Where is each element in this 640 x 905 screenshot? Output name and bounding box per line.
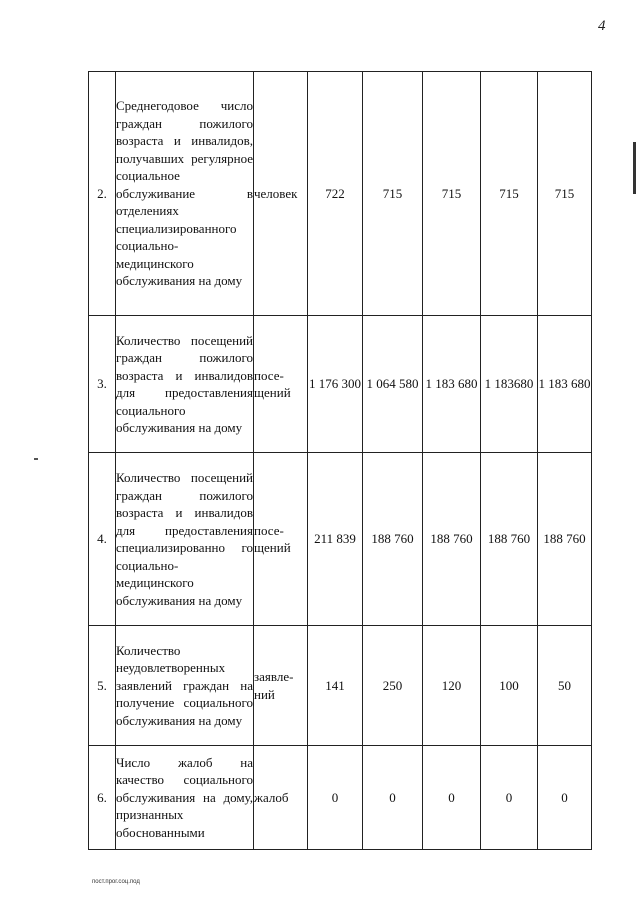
page-number: 4: [598, 18, 606, 34]
row-unit: заявлений: [254, 626, 308, 746]
row-description: Количество посещений граждан пожилого возраста и инвалидов для предоставления специализированно го социально-медицинского обслуживания на дому: [116, 453, 254, 626]
row-description: Количество неудовлетворенных заявлений граждан на получение социального обслуживания на дому: [116, 626, 254, 746]
row-unit: человек: [254, 72, 308, 316]
table-row: [89, 72, 592, 316]
table-row: [89, 746, 592, 850]
row-number: 6.: [89, 746, 116, 850]
row-value: 1 183 680: [538, 316, 592, 453]
row-description: Количество посещений граждан пожилого возраста и инвалидов для предоставления социального обслуживания на дому: [116, 316, 254, 453]
scan-speck: [34, 458, 38, 460]
row-value: 250: [363, 626, 423, 746]
row-value: 715: [423, 72, 481, 316]
row-description: Число жалоб на качество социального обслуживания на дому, признанных обоснованными: [116, 746, 254, 850]
footer-file-path: пост.прог.соц.под: [92, 879, 140, 885]
row-unit: посещений: [254, 316, 308, 453]
row-value: 50: [538, 626, 592, 746]
row-value: 188 760: [538, 453, 592, 626]
row-number: 4.: [89, 453, 116, 626]
row-value: 715: [363, 72, 423, 316]
row-value: 120: [423, 626, 481, 746]
row-value: 1 064 580: [363, 316, 423, 453]
row-value: 188 760: [423, 453, 481, 626]
indicators-table: [88, 71, 592, 850]
scan-edge-mark: [633, 142, 636, 194]
row-value: 722: [308, 72, 363, 316]
row-value: 100: [481, 626, 538, 746]
table-row: [89, 453, 592, 626]
row-unit: жалоб: [254, 746, 308, 850]
row-unit: посещений: [254, 453, 308, 626]
row-value: 0: [363, 746, 423, 850]
row-description: Среднегодовое число граждан пожилого возраста и инвалидов, получавших регулярное социальное обслуживание в отделениях специализированного социально-медицинского обслуживания на дому: [116, 72, 254, 316]
row-value: 0: [423, 746, 481, 850]
row-value: 715: [538, 72, 592, 316]
row-value: 0: [481, 746, 538, 850]
row-value: 188 760: [363, 453, 423, 626]
table-row: [89, 316, 592, 453]
row-number: 2.: [89, 72, 116, 316]
row-value: 1 176 300: [308, 316, 363, 453]
row-value: 141: [308, 626, 363, 746]
row-value: 715: [481, 72, 538, 316]
table-row: [89, 626, 592, 746]
row-value: 188 760: [481, 453, 538, 626]
row-value: 211 839: [308, 453, 363, 626]
row-value: 1 183680: [481, 316, 538, 453]
row-value: 0: [538, 746, 592, 850]
row-number: 5.: [89, 626, 116, 746]
row-value: 1 183 680: [423, 316, 481, 453]
row-number: 3.: [89, 316, 116, 453]
row-value: 0: [308, 746, 363, 850]
